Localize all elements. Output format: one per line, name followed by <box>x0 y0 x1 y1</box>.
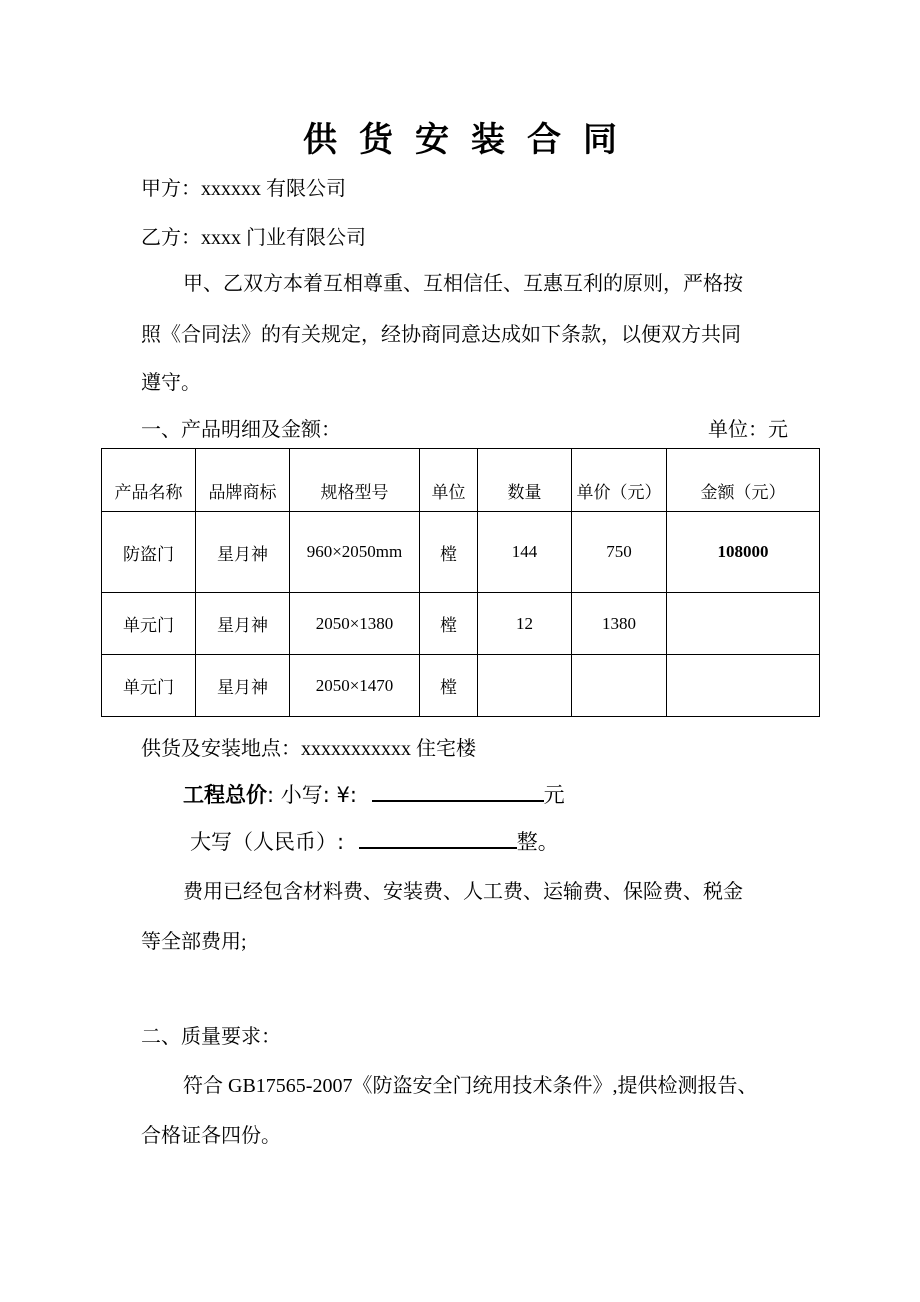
section-2-heading: 二、质量要求： <box>141 1026 281 1048</box>
total-small-suffix: 元 <box>543 783 565 807</box>
fees-line-2: 等全部费用; <box>141 931 247 953</box>
header-quantity: 数量 <box>478 449 572 512</box>
cell-unit: 樘 <box>420 593 478 655</box>
product-table <box>101 448 820 717</box>
cell-brand: 星月神 <box>196 512 290 593</box>
party-b: 乙方：xxxx 门业有限公司 <box>141 227 366 249</box>
cell-amount <box>667 655 820 717</box>
cell-quantity: 144 <box>478 512 572 593</box>
cell-product-name: 单元门 <box>102 655 196 717</box>
total-big-blank[interactable] <box>359 829 517 849</box>
cell-brand: 星月神 <box>196 655 290 717</box>
document-title: 供货安装合同 <box>303 122 639 159</box>
cell-unit: 樘 <box>420 655 478 717</box>
cell-amount: 108000 <box>667 512 820 593</box>
cell-product-name: 防盗门 <box>102 512 196 593</box>
cell-spec: 2050×1470 <box>290 655 420 717</box>
cell-brand: 星月神 <box>196 593 290 655</box>
total-small-blank[interactable] <box>372 782 544 802</box>
cell-unit: 樘 <box>420 512 478 593</box>
header-unit: 单位 <box>420 449 478 512</box>
cell-spec: 2050×1380 <box>290 593 420 655</box>
header-amount: 金额（元） <box>667 449 820 512</box>
table-row <box>102 512 820 593</box>
total-price-label: 工程总价 <box>183 783 267 807</box>
quality-line-2: 合格证各四份。 <box>141 1125 281 1147</box>
total-big-prefix: 大写（人民币）: <box>190 830 345 854</box>
delivery-location: 供货及安装地点：xxxxxxxxxxx 住宅楼 <box>141 738 476 760</box>
header-unit-price: 单价（元） <box>572 449 667 512</box>
intro-line-2: 照《合同法》的有关规定，经协商同意达成如下条款，以便双方共同 <box>141 324 741 346</box>
header-brand: 品牌商标 <box>196 449 290 512</box>
cell-unit-price <box>572 655 667 717</box>
total-price-big <box>190 826 559 856</box>
party-a: 甲方：xxxxxx 有限公司 <box>141 178 346 200</box>
cell-unit-price: 1380 <box>572 593 667 655</box>
section-1-heading: 一、产品明细及金额： <box>141 419 341 441</box>
header-product-name: 产品名称 <box>102 449 196 512</box>
total-price-small <box>183 779 565 809</box>
cell-spec: 960×2050mm <box>290 512 420 593</box>
unit-note: 单位：元 <box>708 419 788 441</box>
quality-line-1: 符合 GB17565-2007《防盗安全门统用技术条件》,提供检测报告、 <box>183 1075 758 1097</box>
total-small-prefix: : 小写: ¥: <box>267 783 357 807</box>
cell-product-name: 单元门 <box>102 593 196 655</box>
fees-line-1: 费用已经包含材料费、安装费、人工费、运输费、保险费、税金 <box>183 881 743 903</box>
header-spec: 规格型号 <box>290 449 420 512</box>
intro-line-3: 遵守。 <box>141 372 201 394</box>
cell-quantity: 12 <box>478 593 572 655</box>
table-header-row <box>102 449 820 512</box>
table-row <box>102 593 820 655</box>
cell-quantity <box>478 655 572 717</box>
table-row <box>102 655 820 717</box>
total-big-suffix: 整。 <box>516 830 559 854</box>
cell-amount <box>667 593 820 655</box>
intro-line-1: 甲、乙双方本着互相尊重、互相信任、互惠互利的原则，严格按 <box>183 273 743 295</box>
cell-unit-price: 750 <box>572 512 667 593</box>
